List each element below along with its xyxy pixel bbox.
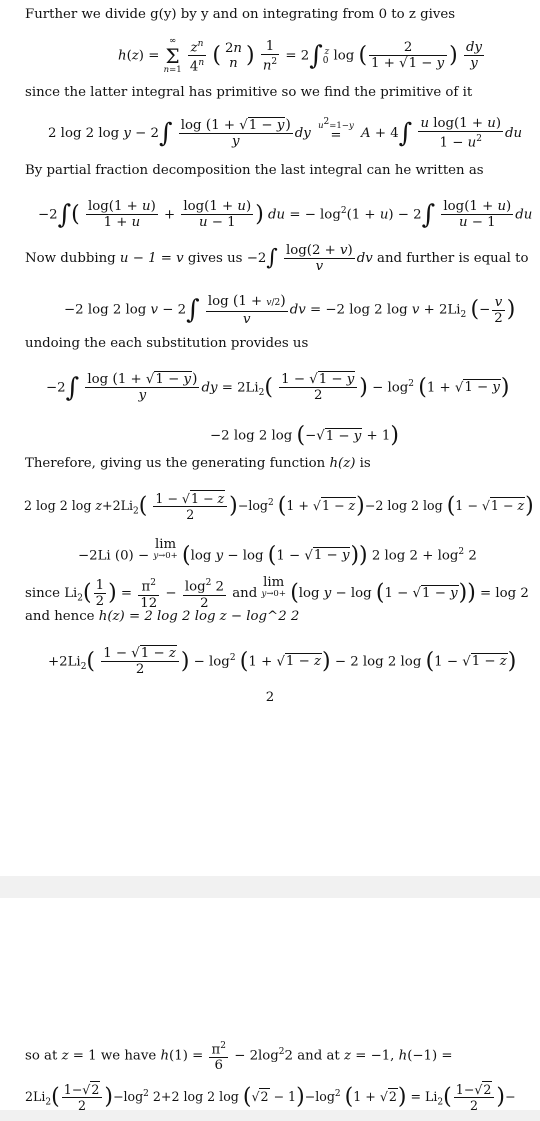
paragraph-since: since $Li_2$( $\frac{1}{2}$ ) = $\frac{\pi^2}{12}$ − $\frac{\log^2 2}{2}$ and lim y→0+ (log y − log (1 − √1 − y)) = log 2 [25, 575, 529, 611]
equation-h-minus-one: $2Li_2$( $\frac{1-√2}{2}$ )$-\log^2$ 2+2 log 2 $\log (√2 - 1)-\log^2$ $(1 + √2) = Li_2$( $\frac{1-√2}{2}$ )− [25, 1082, 516, 1114]
paragraph-therefore: Therefore, giving us the generating function h(z) is [25, 456, 371, 471]
paragraph-intro: Further we divide g(y) by y and on integrating from 0 to z gives [25, 7, 456, 22]
equation-hz-general: 2 log 2 $\log z+2Li_2$( $\frac{1 - √1 - z}{2}$ )$-\log^2$ (1 + √1 − z)−2 log 2 log (1 − √1 − z) [24, 491, 534, 523]
paragraph-partial-fraction: By partial fraction decomposition the last integral can he written as [25, 163, 484, 178]
equation-dilog-v: −2 log 2 log v − 2∫ $\frac{\log (1 + v/2)}{v}$ dv = −2 log 2 $\log v + 2Li_2$ (− $\frac{v}{2}$ ) [64, 292, 516, 327]
page-separator [0, 876, 540, 898]
paragraph-undoing: undoing the each substitution provides us [25, 336, 309, 351]
paragraph-primitive: since the latter integral has primitive so we find the primitive of it [25, 85, 473, 100]
equation-partial-fraction: −2∫( $\frac{\log(1 + u)}{1 + u}$ + $\frac{\log(1 + u)}{u - 1}$ ) du = − $\log^2(1 + u) - 2\int$ $\frac{\log(1 + u)}{u - 1}$ du [38, 199, 533, 231]
pdf-page-2 [0, 898, 540, 1114]
equation-hz-constant: −2Li (0) − lim y→0+ (log y − log (1 − √1 − y)) 2 $\log 2 + \log^2 2$ [78, 537, 477, 568]
paragraph-evaluation: so at z = 1 we have h(1) = $\frac{\pi^2}{6}$ − $2\log^22$ and at z = −1, h(−1) = [25, 1040, 453, 1074]
paragraph-substitution: Now dubbing u − 1 = v gives us −2∫ $\frac{\log(2 + v)}{v}$ dv and further is equal to [25, 243, 529, 274]
equation-undo-substitution: −2∫ $\frac{\log (1 + √1 - y)}{y}$ dy = $2Li_2$( $\frac{1 - √1 - y}{2}$ ) − $\log^2 (1 + √1 - y)$ [46, 371, 510, 404]
equation-generating-sum: h(z) = ∞ Σ n=1 $\frac{z^n}{4^n}$ ( 2n n ) $\frac{1}{n^2}$ = $2\int_0^z$ log ( $\frac{2}{1 + √1 - y}$ ) $\frac{dy}{y}$ [118, 35, 483, 75]
paragraph-hence: and hence h(z) = 2 log 2 log z − log^2 2 [25, 609, 300, 624]
equation-undo-substitution-cont: −2 log 2 log (−√1 − y + 1) [210, 423, 399, 448]
equation-hz-closed-form: $+2Li_2$( $\frac{1 - √1 - z}{2}$ ) − $\log^2 (1 + √1 - z) - 2$ log 2 log (1 − √1 − z) [48, 646, 517, 678]
equation-primitive: 2 log 2 log y − 2∫ $\frac{\log (1 + √1 - y)}{y}$ dy u2=1−y = A + 4∫ $\frac{\text{u log(1 + u)}}{1 - u^2}$ du [48, 116, 523, 151]
page-number: 2 [265, 690, 275, 705]
